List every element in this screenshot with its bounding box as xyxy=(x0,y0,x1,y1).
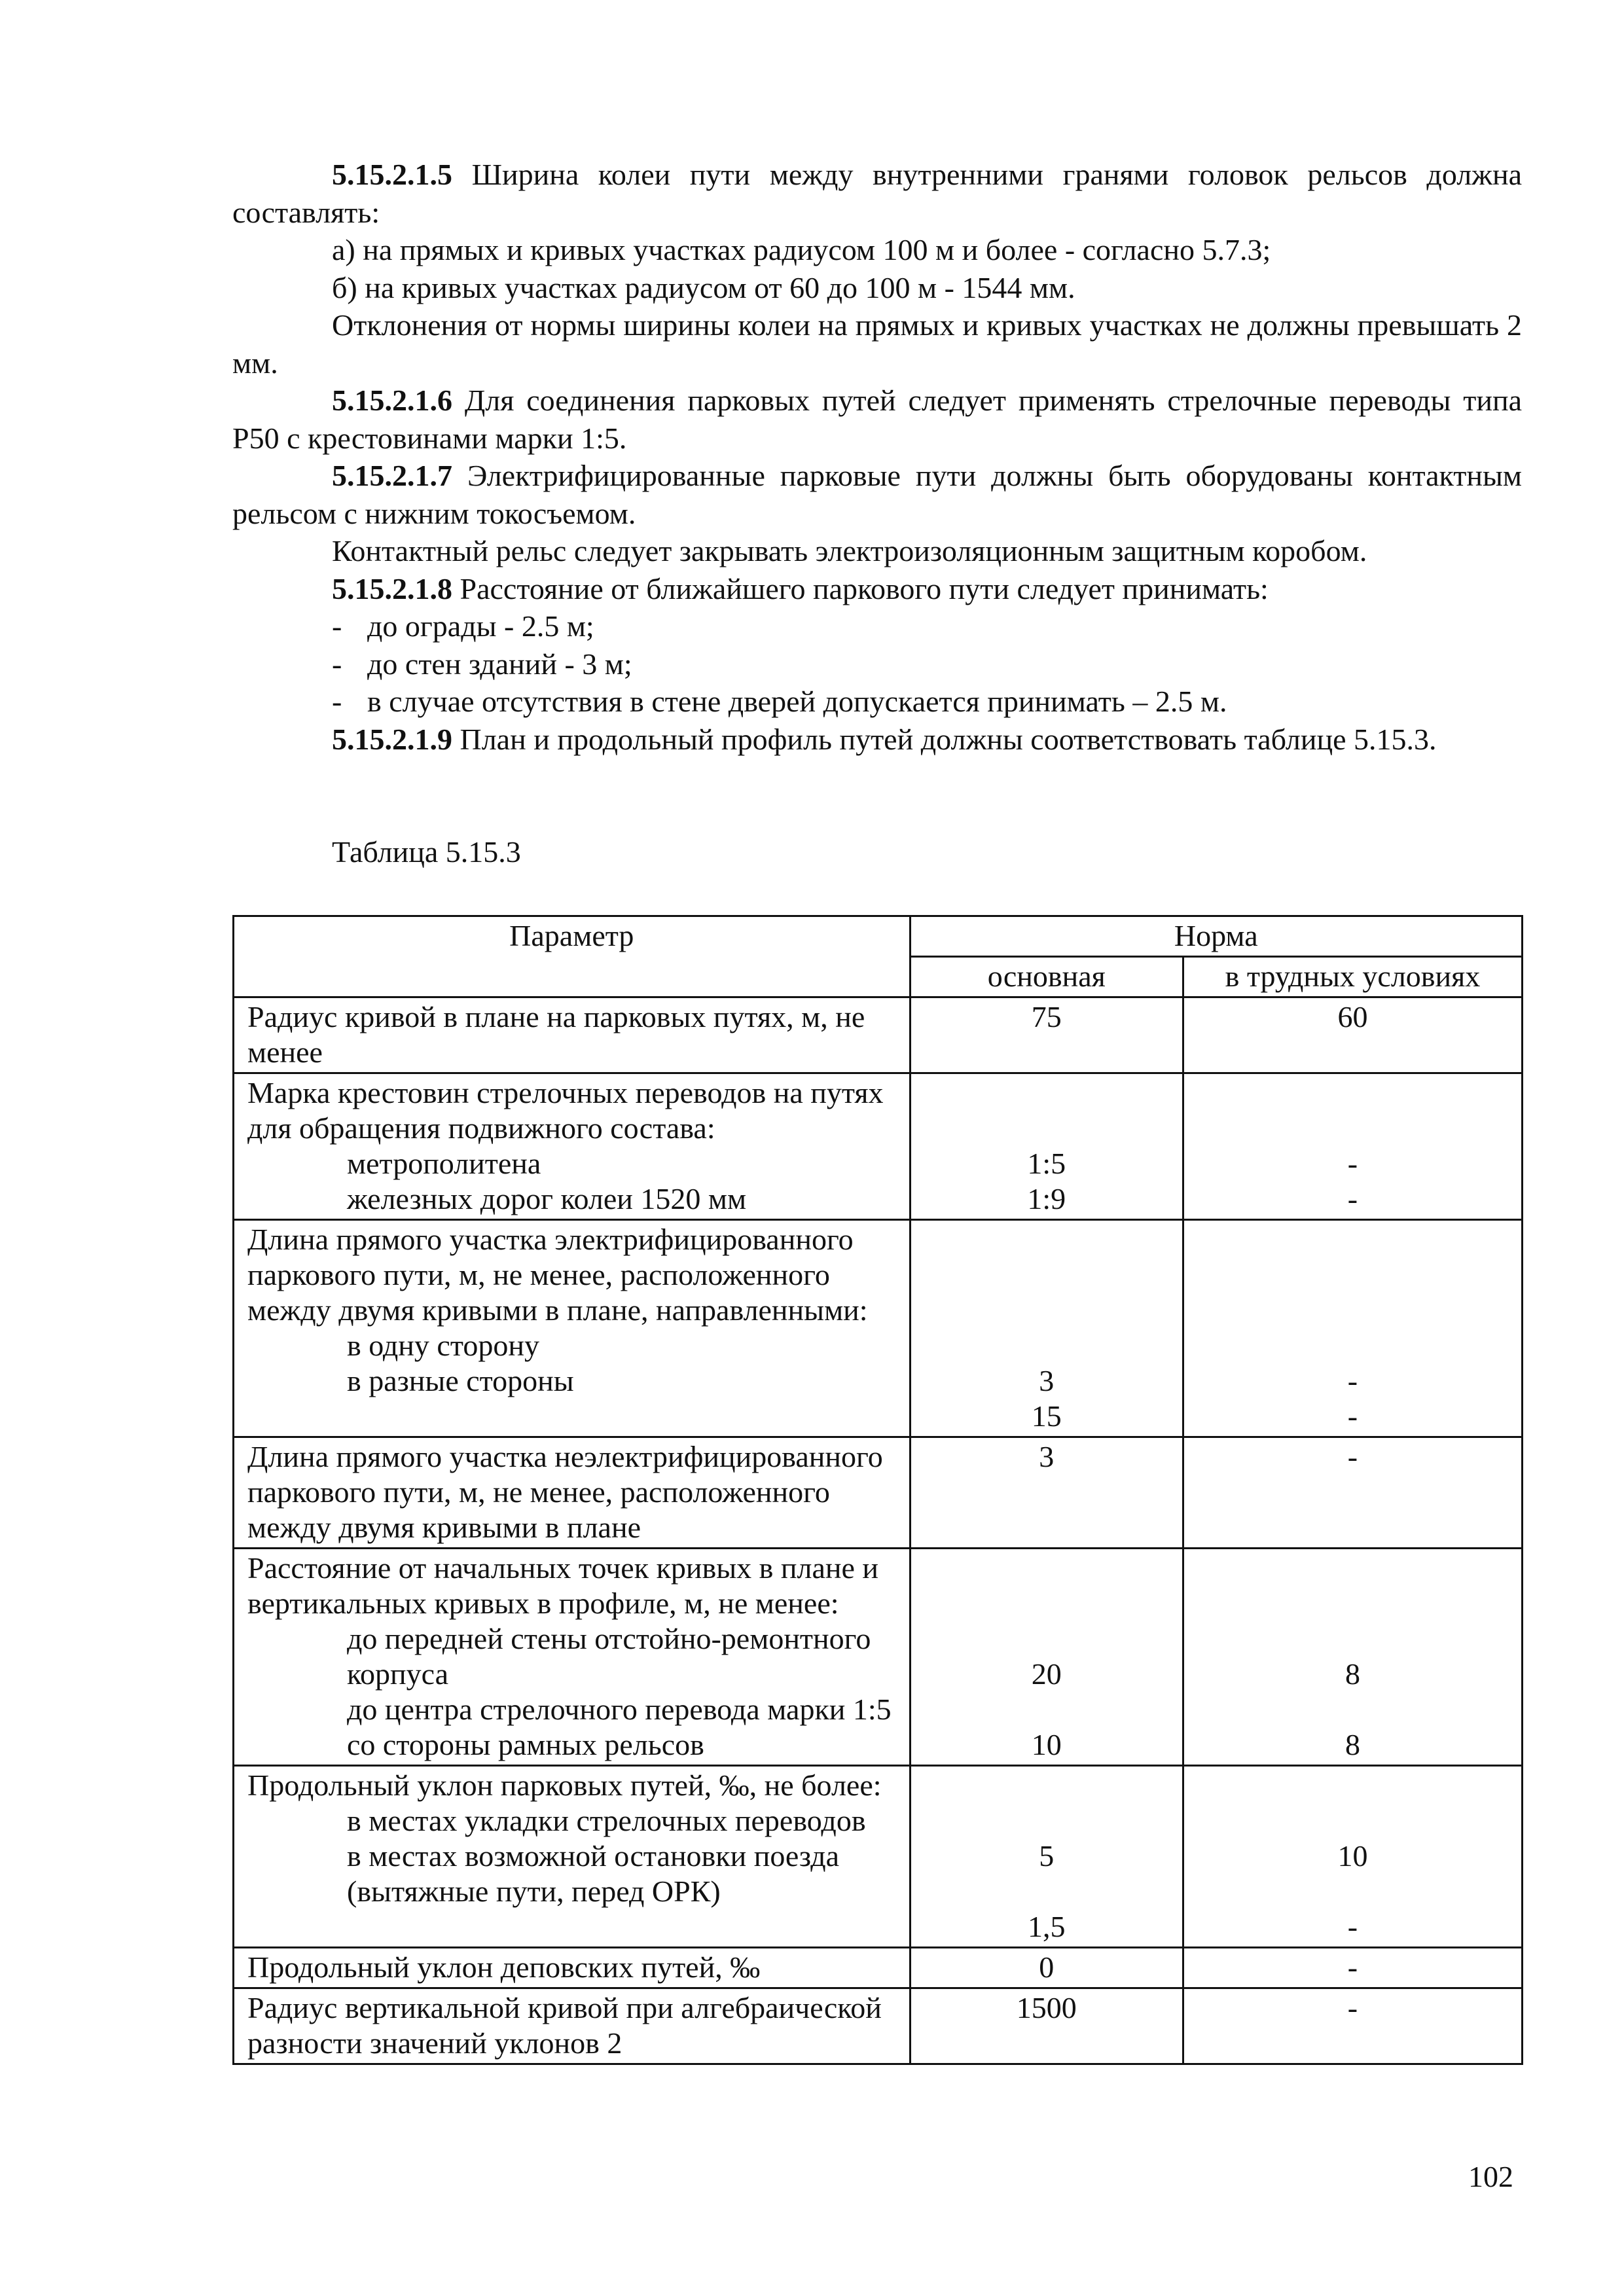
clause-text: Расстояние от ближайшего паркового пути следует принимать: xyxy=(452,571,1269,605)
param-cell xyxy=(234,1220,911,1437)
dash-item-text: до ограды - 2.5 м; xyxy=(367,609,594,643)
sub-hard-value: - xyxy=(1347,1147,1358,1180)
sub-hard-value: - xyxy=(1347,1364,1358,1397)
clause-number: 5.15.2.1.7 xyxy=(332,459,452,492)
table-row xyxy=(234,1766,1523,1948)
table-row xyxy=(234,1220,1523,1437)
clause-text: Для соединения парковых путей следует применять стрелочные переводы типа Р50 с крестовинами марки 1:5. xyxy=(232,384,1522,455)
table-row xyxy=(234,1073,1523,1220)
sub-hard-value: - xyxy=(1347,1399,1358,1433)
main-value xyxy=(910,1766,1183,1948)
table-row xyxy=(234,1988,1523,2064)
param-cell: Длина прямого участка неэлектрифицированного паркового пути, м, не менее, расположенного между двумя кривыми в плане xyxy=(234,1437,911,1549)
main-value: 75 xyxy=(910,997,1183,1073)
param-cell xyxy=(234,1766,911,1948)
sub-param: до передней стены отстойно-ремонтного корпуса xyxy=(347,1622,871,1691)
hard-value: - xyxy=(1183,1988,1522,2064)
param-label: Марка крестовин стрелочных переводов на путях для обращения подвижного состава: xyxy=(247,1076,884,1145)
table-row xyxy=(234,997,1523,1073)
page-number: 102 xyxy=(1468,2160,1513,2193)
header-hard: в трудных условиях xyxy=(1183,957,1522,997)
table-row xyxy=(234,1948,1523,1988)
norms-table xyxy=(232,915,1523,2065)
param-cell: Радиус кривой в плане на парковых путях, м, не менее xyxy=(234,997,911,1073)
clause-number: 5.15.2.1.5 xyxy=(332,158,452,191)
sub-param: в разные стороны xyxy=(347,1364,574,1397)
paragraph-5-15-2-1-9 xyxy=(232,721,1522,759)
dash-item: - в случае отсутствия в стене дверей допускается принимать – 2.5 м. xyxy=(332,685,1227,718)
sub-param: метрополитена xyxy=(347,1147,541,1180)
item-b: б) на кривых участках радиусом от 60 до 100 м - 1544 мм. xyxy=(332,270,1075,304)
hard-value xyxy=(1183,1766,1522,1948)
sub-param: в местах возможной остановки поезда (вытяжные пути, перед ОРК) xyxy=(347,1839,840,1908)
paragraph-5-15-2-1-5 xyxy=(232,156,1522,231)
main-value xyxy=(910,1073,1183,1220)
clause-text: Ширина колеи пути между внутренними гранями головок рельсов должна составлять: xyxy=(232,158,1522,229)
table-row xyxy=(234,1549,1523,1766)
body-text xyxy=(232,156,1522,758)
sub-main-value: 5 xyxy=(1039,1839,1055,1873)
sub-main-value: 1:5 xyxy=(1027,1147,1066,1180)
param-label: Продольный уклон парковых путей, ‰, не более: xyxy=(247,1768,882,1802)
clause-text: План и продольный профиль путей должны соответствовать таблице 5.15.3. xyxy=(452,722,1437,756)
hard-value xyxy=(1183,1549,1522,1766)
dash-item-text: в случае отсутствия в стене дверей допускается принимать – 2.5 м. xyxy=(367,685,1227,718)
table-row xyxy=(234,1437,1523,1549)
sub-main-value: 20 xyxy=(1031,1657,1062,1691)
dash-item: - до стен зданий - 3 м; xyxy=(332,647,632,681)
header-main: основная xyxy=(910,957,1183,997)
main-value xyxy=(910,1220,1183,1437)
sub-hard-value: 10 xyxy=(1337,1839,1368,1873)
sub-main-value: 3 xyxy=(1039,1364,1055,1397)
clause-number: 5.15.2.1.9 xyxy=(332,722,452,756)
hard-value: 60 xyxy=(1183,997,1522,1073)
param-label: Расстояние от начальных точек кривых в плане и вертикальных кривых в профиле, м, не менее: xyxy=(247,1551,879,1620)
sub-hard-value: 8 xyxy=(1344,1657,1360,1691)
sub-hard-value: - xyxy=(1347,1910,1358,1943)
sub-main-value: 1:9 xyxy=(1027,1182,1066,1215)
sub-param: в одну сторону xyxy=(347,1329,539,1362)
hard-value xyxy=(1183,1220,1522,1437)
main-value: 0 xyxy=(910,1948,1183,1988)
main-value: 1500 xyxy=(910,1988,1183,2064)
item-a: а) на прямых и кривых участках радиусом 100 м и более - согласно 5.7.3; xyxy=(332,233,1271,266)
header-param: Параметр xyxy=(234,916,911,997)
sub-param: железных дорог колеи 1520 мм xyxy=(347,1182,747,1215)
paragraph-5-15-2-1-8 xyxy=(232,570,1522,608)
clause-number: 5.15.2.1.6 xyxy=(332,384,452,417)
clause-number: 5.15.2.1.8 xyxy=(332,571,452,605)
sub-hard-value: 8 xyxy=(1344,1728,1360,1761)
sub-param: в местах укладки стрелочных переводов xyxy=(347,1804,866,1837)
hard-value: - xyxy=(1183,1437,1522,1549)
contact-rail-note: Контактный рельс следует закрывать электроизоляционным защитным коробом. xyxy=(332,534,1367,567)
sub-main-value: 15 xyxy=(1031,1399,1062,1433)
param-cell: Радиус вертикальной кривой при алгебраической разности значений уклонов 2 xyxy=(234,1988,911,2064)
dash-item-text: до стен зданий - 3 м; xyxy=(367,647,632,681)
table-caption: Таблица 5.15.3 xyxy=(332,835,521,869)
hard-value: - xyxy=(1183,1948,1522,1988)
param-cell: Продольный уклон деповских путей, ‰ xyxy=(234,1948,911,1988)
main-value: 3 xyxy=(910,1437,1183,1549)
dash-item: - до ограды - 2.5 м; xyxy=(332,609,594,643)
param-cell xyxy=(234,1549,911,1766)
paragraph-5-15-2-1-7 xyxy=(232,457,1522,532)
paragraph-5-15-2-1-6 xyxy=(232,382,1522,457)
param-label: Длина прямого участка электрифицированного паркового пути, м, не менее, расположенного между двумя кривыми в плане, направленными: xyxy=(247,1223,868,1327)
sub-main-value: 1,5 xyxy=(1027,1910,1066,1943)
sub-param: до центра стрелочного перевода марки 1:5 со стороны рамных рельсов xyxy=(347,1693,892,1761)
clause-text: Электрифицированные парковые пути должны быть оборудованы контактным рельсом с нижним токосъемом. xyxy=(232,459,1522,530)
hard-value xyxy=(1183,1073,1522,1220)
sub-main-value: 10 xyxy=(1031,1728,1062,1761)
header-norm: Норма xyxy=(910,916,1522,957)
sub-hard-value: - xyxy=(1347,1182,1358,1215)
table-header-row xyxy=(234,916,1523,957)
main-value xyxy=(910,1549,1183,1766)
param-cell xyxy=(234,1073,911,1220)
deviation-note: Отклонения от нормы ширины колеи на прямых и кривых участках не должны превышать 2 мм. xyxy=(232,308,1522,380)
